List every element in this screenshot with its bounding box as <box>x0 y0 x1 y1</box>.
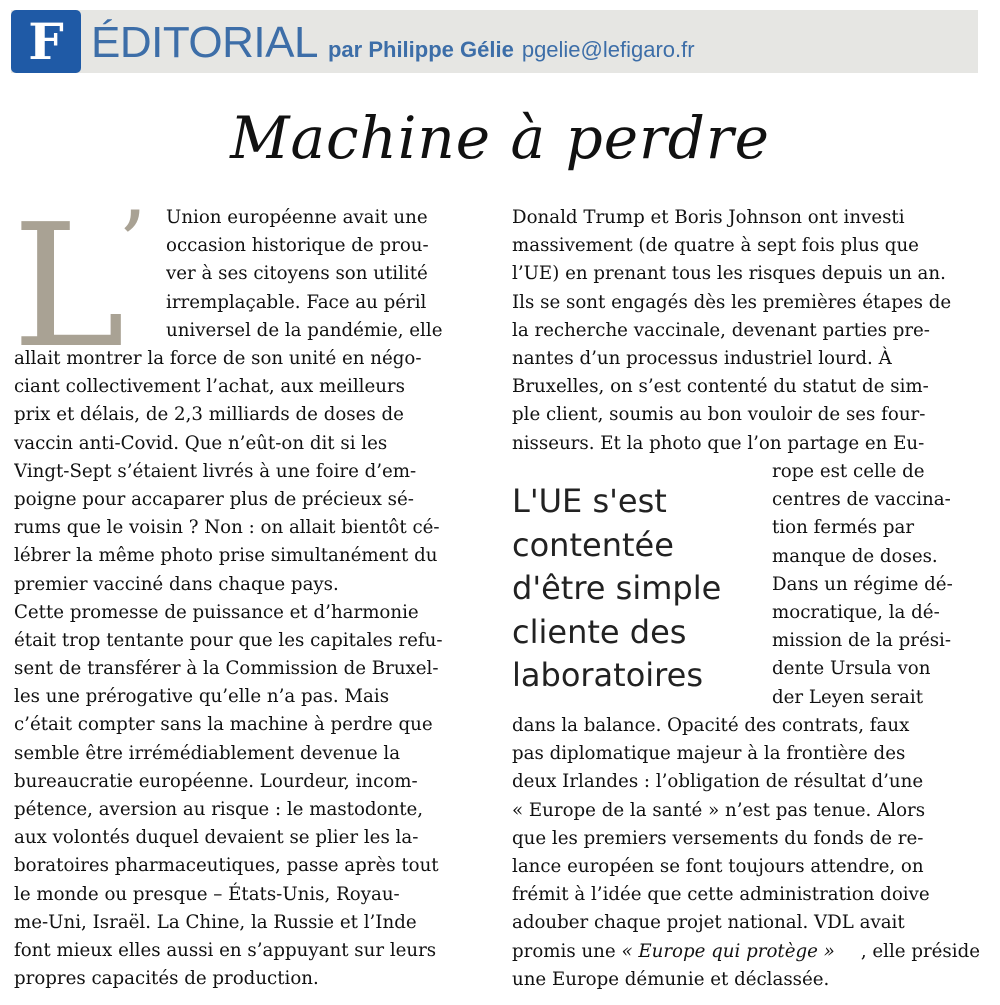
text-line <box>14 401 478 429</box>
text-line <box>512 825 980 853</box>
text-line <box>14 824 478 852</box>
column-2-bottom-rows <box>512 712 980 938</box>
line-text: ciant collectivement l’achat, aux meilleurs <box>14 376 405 398</box>
line-text: Donald Trump et Boris Johnson ont investi <box>512 207 905 228</box>
text-line <box>512 401 980 429</box>
text-line <box>14 937 478 965</box>
text-line <box>512 938 980 966</box>
line-text: occasion historique de prou- <box>166 235 429 257</box>
text-line <box>14 768 478 796</box>
text-line <box>14 740 478 768</box>
line-text: le monde ou presque – États-Unis, Royau- <box>14 883 400 905</box>
line-text: massivement (de quatre à sept fois plus que <box>512 235 919 257</box>
text-line <box>14 542 478 570</box>
pull-quote <box>512 480 762 698</box>
pull-quote-line: laboratoires <box>512 656 703 694</box>
text-line <box>14 852 478 880</box>
text-line <box>512 317 980 345</box>
text-line <box>512 373 980 401</box>
line-text: ple client, soumis au bon vouloir de ses four- <box>512 404 926 426</box>
column-2-top <box>512 204 980 458</box>
text-line <box>14 571 478 599</box>
line-text: vaccin anti-Covid. Que n’eût-on dit si les <box>14 432 388 454</box>
line-text: propres capacités de production. <box>14 968 319 990</box>
author-email[interactable]: pgelie@lefigaro.fr <box>521 37 695 62</box>
text-line <box>772 514 980 542</box>
text-line <box>14 965 478 993</box>
editorial-header <box>11 10 978 73</box>
line-text: Vingt-Sept s’étaient livrés à une foire d’em- <box>14 460 417 482</box>
text-line <box>512 289 980 317</box>
header-text <box>91 18 695 68</box>
text-line <box>512 881 980 909</box>
line-text: irremplaçable. Face au péril <box>166 291 427 313</box>
text-line <box>14 909 478 937</box>
line-text: bureaucratie européenne. Lourdeur, incom- <box>14 770 418 792</box>
line-text: mocratique, la dé- <box>772 601 940 623</box>
line-text: lance européen se font toujours attendre, on <box>512 855 924 877</box>
line-text: frémit à l’idée que cette administration doive <box>512 884 930 906</box>
text-line-final <box>512 966 980 994</box>
pull-quote-line: L'UE s'est <box>512 482 667 520</box>
text-line <box>14 796 478 824</box>
promise-prefix: promis une <box>512 940 622 962</box>
line-text: Dans un régime dé- <box>772 573 953 595</box>
line-text: sent de transférer à la Commission de Bruxel- <box>14 658 439 680</box>
line-text: font mieux elles aussi en s’appuyant sur leurs <box>14 939 437 961</box>
line-text: allait montrer la force de son unité en négo- <box>14 348 422 369</box>
text-line <box>772 486 980 514</box>
text-line <box>14 627 478 655</box>
line-text: poigne pour accaparer plus de précieux sé- <box>14 488 414 510</box>
text-line <box>512 909 980 937</box>
text-line <box>772 599 980 627</box>
text-line <box>772 458 980 486</box>
line-text: me-Uni, Israël. La Chine, la Russie et l’Inde <box>14 911 417 933</box>
line-text: der Leyen serait <box>772 686 924 708</box>
text-line <box>512 712 980 740</box>
pull-quote-line: d'être simple <box>512 569 722 607</box>
line-text: Bruxelles, on s’est contenté du statut de sim- <box>512 376 929 398</box>
line-text: était trop tentante pour que les capitales refu- <box>14 629 443 651</box>
line-text: Ils se sont engagés dès les premières étapes de <box>512 291 952 313</box>
text-line <box>512 853 980 881</box>
text-line <box>14 683 478 711</box>
line-text: boratoires pharmaceutiques, passe après tout <box>14 855 439 877</box>
line-text: nisseurs. Et la photo que l’on partage en Eu- <box>512 432 925 454</box>
text-line <box>512 797 980 825</box>
line-text: c’était compter sans la machine à perdre que <box>14 714 433 736</box>
line-text: centres de vaccina- <box>772 489 951 511</box>
line-text: pas diplomatique majeur à la frontière des <box>512 743 906 765</box>
text-line <box>772 655 980 683</box>
text-line <box>512 232 980 260</box>
line-text: prix et délais, de 2,3 milliards de doses de <box>14 404 404 426</box>
line-text: l’UE) en prenant tous les risques depuis un an. <box>512 263 946 285</box>
text-line <box>14 345 478 373</box>
text-line <box>166 317 478 345</box>
line-text: dans la balance. Opacité des contrats, faux <box>512 715 910 736</box>
line-text: adouber chaque projet national. VDL avait <box>512 912 905 934</box>
line-text: premier vacciné dans chaque pays. <box>14 573 339 595</box>
column-2-bottom <box>512 712 980 994</box>
text-line <box>14 373 478 401</box>
text-line <box>14 881 478 909</box>
text-line <box>512 204 980 232</box>
text-line <box>166 289 478 317</box>
line-text: mission de la prési- <box>772 630 952 652</box>
line-text: dente Ursula von <box>772 658 931 680</box>
drop-cap-apostrophe: ’ <box>118 192 147 297</box>
text-line <box>772 543 980 571</box>
text-line <box>14 599 478 627</box>
text-line <box>512 740 980 768</box>
line-text: pétence, aversion au risque : le mastodonte, <box>14 799 424 820</box>
text-line <box>512 260 980 288</box>
column-2-wrap <box>772 458 980 712</box>
text-line <box>166 204 478 232</box>
text-line <box>14 430 478 458</box>
line-text: les une prérogative qu’elle n’a pas. Mais <box>14 686 390 708</box>
section-label: ÉDITORIAL <box>91 18 318 67</box>
article-title: Machine à perdre <box>230 104 770 172</box>
line-text: la recherche vaccinale, devenant parties pre- <box>512 319 930 341</box>
text-line <box>166 232 478 260</box>
line-text: rums que le voisin ? Non : on allait bientôt cé- <box>14 517 440 539</box>
text-line <box>166 260 478 288</box>
drop-cap: L <box>12 188 125 386</box>
line-text: universel de la pandémie, elle <box>166 319 443 341</box>
text-line <box>512 768 980 796</box>
promise-suffix: , elle préside <box>860 940 980 962</box>
figaro-logo: F <box>11 10 81 73</box>
pull-quote-line: cliente des <box>512 612 687 651</box>
text-line <box>14 514 478 542</box>
line-text: « Europe de la santé » n’est pas tenue. Alors <box>512 799 926 821</box>
text-line <box>14 655 478 683</box>
text-line <box>772 627 980 655</box>
line-text: aux volontés duquel devaient se plier les la- <box>14 827 419 849</box>
text-line <box>772 571 980 599</box>
text-line <box>14 711 478 739</box>
text-line <box>14 458 478 486</box>
line-text: semble être irrémédiablement devenue la <box>14 742 401 764</box>
line-text: manque de doses. <box>772 545 938 567</box>
line-text: Cette promesse de puissance et d’harmonie <box>14 601 419 623</box>
line-text: rope est celle de <box>772 461 925 482</box>
line-text: ver à ses citoyens son utilité <box>166 263 428 285</box>
author-byline: par Philippe Gélie <box>327 37 514 62</box>
text-line <box>512 345 980 373</box>
line-text: tion fermés par <box>772 517 915 539</box>
column-1-intro <box>166 204 478 345</box>
line-text: lébrer la même photo prise simultanément du <box>14 545 438 567</box>
line-text: que les premiers versements du fonds de re- <box>512 827 924 849</box>
text-line <box>14 486 478 514</box>
line-text: nantes d’un processus industriel lourd. À <box>512 347 892 369</box>
line-text: Union européenne avait une <box>166 207 428 228</box>
promise-quote: « Europe qui protège » <box>621 940 835 962</box>
text-line <box>772 684 980 712</box>
column-1-body <box>14 345 478 993</box>
final-sentence: une Europe démunie et déclassée. <box>512 968 830 990</box>
pull-quote-line: contentée <box>512 525 674 564</box>
text-line <box>512 430 980 458</box>
line-text: deux Irlandes : l’obligation de résultat d’une <box>512 771 924 793</box>
